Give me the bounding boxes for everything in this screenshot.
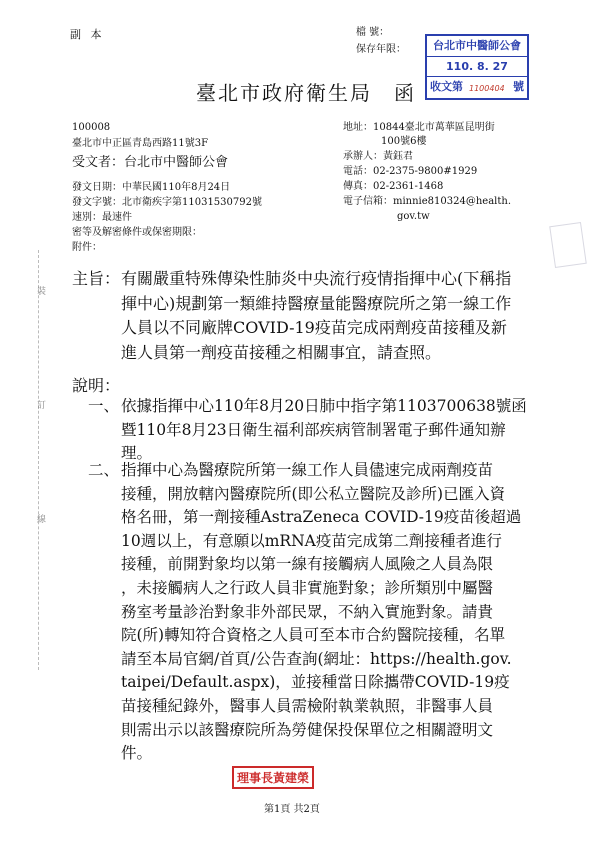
contact-address-label: 地址：: [343, 122, 373, 133]
sender-postcode: 100008: [72, 122, 111, 133]
explanation-label: 說明：: [72, 376, 121, 395]
item-line: ，未接觸病人之行政人員非實施對象；診所類別中屬醫: [121, 578, 494, 597]
item-line: 務室考量診治對象非外部民眾，不納入實施對象。請貴: [121, 602, 494, 621]
document-meta: [72, 181, 332, 256]
item-1-body: [121, 395, 533, 466]
binding-mark-3: 線: [35, 514, 45, 523]
secrecy-label: 密等及解密條件或保密期限：: [72, 227, 202, 238]
phone-number: 02-2375-9800#1929: [373, 166, 478, 177]
item-2-body: [121, 459, 533, 766]
speed-value: 最速件: [102, 212, 132, 223]
item-line: 指揮中心為醫療院所第一線工作人員儘速完成兩劑疫苗: [121, 461, 494, 479]
binding-line: [38, 250, 39, 670]
item-line: 依據指揮中心110年8月20日肺中指字第1103700638號函: [121, 397, 527, 415]
subject-line: 人員以不同廠牌COVID-19疫苗完成兩劑疫苗接種及新: [121, 318, 507, 337]
received-stamp-date: 110. 8. 27: [427, 57, 527, 77]
item-line: taipei/Default.aspx)，並接種當日除攜帶COVID-19疫: [121, 673, 510, 692]
received-stamp-suffix: 號: [513, 80, 524, 93]
received-stamp-number-row: [427, 77, 527, 96]
agency-title: 臺北市政府衛生局 函: [196, 81, 416, 105]
recipient-line: [72, 151, 228, 170]
handler-name: 黃鈺君: [383, 151, 413, 162]
item-1-number: 一、: [88, 397, 120, 415]
speed-label: 速別：: [72, 212, 102, 223]
item-line: 暨110年8月23日衛生福利部疾病管制署電子郵件通知辦: [121, 420, 506, 439]
file-number-label: 檔 號：: [356, 27, 390, 38]
received-stamp-org: 台北市中醫師公會: [427, 36, 527, 57]
phone-label: 電話：: [343, 166, 373, 177]
subject-line: 揮中心)規劃第一類維持醫療量能醫療院所之第一線工作: [121, 293, 512, 313]
retention-period-label: 保存年限：: [356, 44, 406, 55]
recipient-label: 受文者：: [72, 155, 125, 170]
received-stamp-number: 1100404: [469, 84, 505, 93]
item-line: 接種，開放轄內醫療院所(即公私立醫院及診所)已匯入資: [121, 484, 506, 503]
contact-address-line1: 10844臺北市萬華區昆明街: [373, 122, 495, 133]
item-line: 接種，前開對象均以第一線有接觸病人風險之人員為限: [121, 555, 494, 574]
item-line: 格名冊，第一劑接種AstraZeneca COVID-19疫苗後超過: [121, 508, 522, 527]
attachment-label: 附件：: [72, 242, 102, 253]
binding-mark-2: 訂: [35, 400, 45, 409]
handler-label: 承辦人：: [343, 151, 383, 162]
received-stamp: [425, 34, 529, 100]
subject-line: 有關嚴重特殊傳染性肺炎中央流行疫情指揮中心(下稱指: [121, 269, 512, 288]
email-label: 電子信箱：: [343, 196, 393, 207]
chairman-seal-stamp: 理事長黃建榮: [232, 766, 314, 789]
subject-line: 進人員第一劑疫苗接種之相關事宜，請查照。: [121, 342, 442, 362]
contact-address-line2: 100號6樓: [381, 136, 427, 147]
issue-date: 中華民國110年8月24日: [122, 182, 231, 193]
contact-block: [343, 121, 543, 225]
item-2-number: 二、: [88, 461, 120, 479]
watermark-stamp: [549, 222, 587, 268]
fax-number: 02-2361-1468: [373, 181, 444, 192]
item-line: 苗接種紀錄外，醫事人員需檢附執業執照，非醫事人員: [121, 696, 494, 715]
received-stamp-prefix: 收文第: [430, 80, 463, 93]
sender-address: 臺北市中正區青島西路11號3F: [72, 138, 209, 149]
reference-number: 北市衛疾字第11031530792號: [122, 197, 262, 208]
subject-body: [121, 267, 533, 365]
binding-mark-1: 裝: [35, 286, 45, 295]
page-footer: 第1頁 共2頁: [264, 804, 320, 815]
item-line: 則需出示以該醫療院所為勞健保投保單位之相關證明文: [121, 720, 494, 739]
fax-label: 傳真：: [343, 181, 373, 192]
reference-number-label: 發文字號：: [72, 197, 122, 208]
item-line: 理。: [121, 444, 153, 463]
item-line: 請至本局官網/首頁/公告查詢(網址：https://health.gov.: [121, 649, 512, 668]
item-line: 10週以上，有意願以mRNA疫苗完成第二劑接種者進行: [121, 531, 502, 550]
issue-date-label: 發文日期：: [72, 182, 122, 193]
email-line1: minnie810324@health.: [393, 196, 512, 207]
item-line: 院(所)轉知符合資格之人員可至本市合約醫院接種，名單: [121, 626, 506, 645]
email-line2: gov.tw: [397, 211, 430, 222]
item-line: 件。: [121, 744, 153, 763]
subject-label: 主旨：: [72, 269, 121, 288]
copy-label: 副 本: [70, 28, 105, 41]
recipient-name: 台北市中醫師公會: [124, 155, 229, 170]
